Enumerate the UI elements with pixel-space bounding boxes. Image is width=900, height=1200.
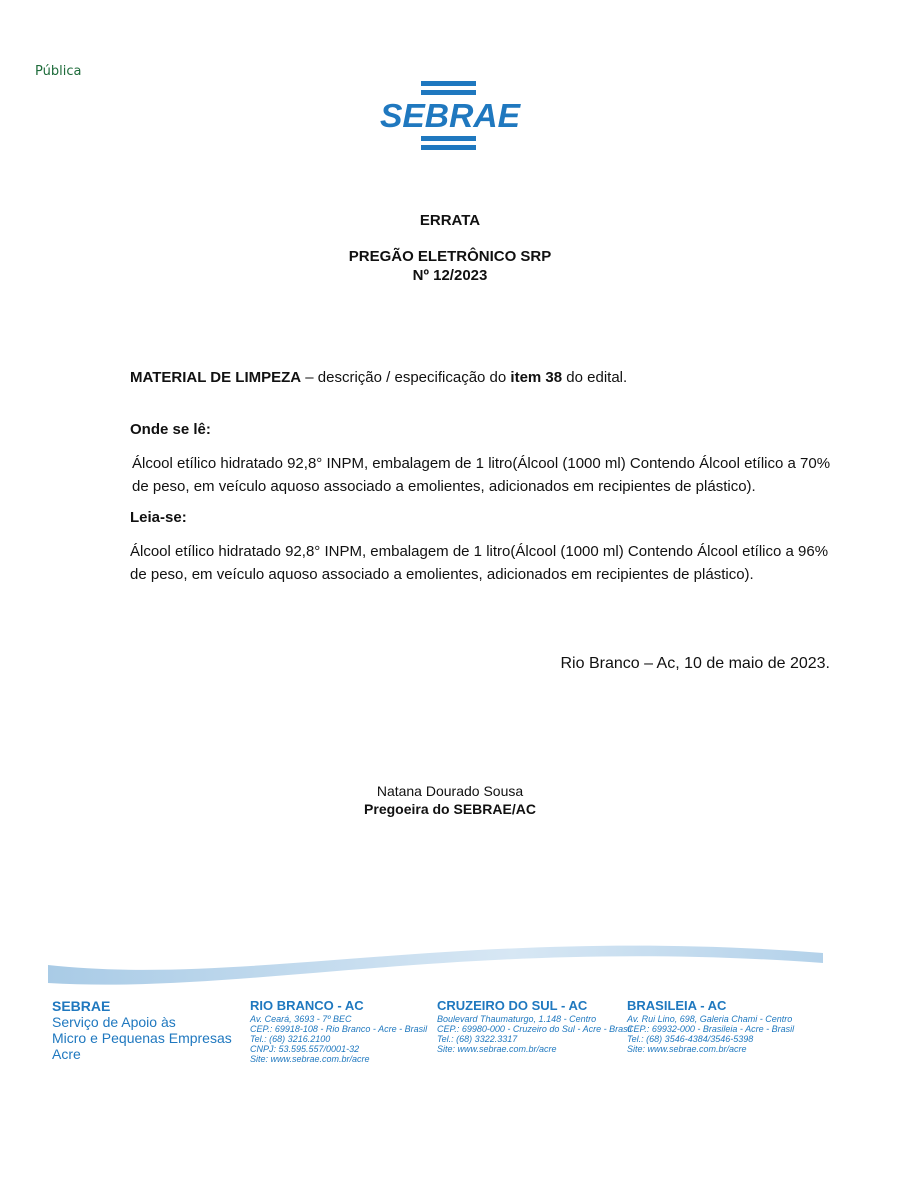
- section-text-original: Álcool etílico hidratado 92,8° INPM, embalagem de 1 litro(Álcool (1000 ml) Contendo Álcool etílico a 70% de peso, em veículo aquoso associado a emolientes, adicionados em recipientes de plástico).: [132, 455, 831, 495]
- office-line: Site: www.sebrae.com.br/acre: [627, 1044, 747, 1054]
- document-title: ERRATA: [419, 212, 481, 229]
- office-line: CEP.: 69932-000 - Brasileia - Acre - Brasil: [627, 1024, 795, 1034]
- section-heading-original: Onde se lê:: [130, 421, 211, 438]
- office-title: CRUZEIRO DO SUL - AC: [437, 998, 588, 1013]
- footer-org-name: SEBRAE: [52, 998, 111, 1014]
- office-title: BRASILEIA - AC: [627, 998, 727, 1013]
- office-line: Tel.: (68) 3546-4384/3546-5398: [627, 1034, 754, 1044]
- office-line: Boulevard Thaumaturgo, 1.148 - Centro: [437, 1014, 597, 1024]
- intro-item: item 38: [510, 369, 563, 386]
- classification-label: Pública: [35, 64, 82, 79]
- intro-bold-prefix: MATERIAL DE LIMPEZA: [130, 369, 302, 386]
- footer-office-brasileia: [627, 998, 794, 1054]
- footer-org-line: Serviço de Apoio às: [52, 1014, 176, 1030]
- sebrae-logo: [378, 80, 522, 152]
- footer-wave-decoration: [48, 925, 823, 985]
- section-text-corrected: Álcool etílico hidratado 92,8° INPM, embalagem de 1 litro(Álcool (1000 ml) Contendo Álcool etílico a 96% de peso, em veículo aquoso associado a emolientes, adicionados em recipientes de plástico).: [130, 543, 829, 583]
- office-line: Av. Ceará, 3693 - 7º BEC: [250, 1014, 352, 1024]
- office-line: CNPJ: 53.595.557/0001-32: [250, 1044, 360, 1054]
- office-line: Site: www.sebrae.com.br/acre: [250, 1054, 370, 1064]
- document-subtitle: PREGÃO ELETRÔNICO SRP: [348, 248, 552, 265]
- signature-name: Natana Dourado Sousa: [376, 783, 524, 799]
- office-line: CEP.: 69980-000 - Cruzeiro do Sul - Acre - Brasil: [437, 1024, 632, 1034]
- office-line: CEP.: 69918-108 - Rio Branco - Acre - Brasil: [250, 1024, 428, 1034]
- office-title: RIO BRANCO - AC: [250, 998, 364, 1013]
- section-heading-corrected: Leia-se:: [130, 509, 187, 526]
- office-line: Tel.: (68) 3216.2100: [250, 1034, 331, 1044]
- footer-office-rio-branco: [250, 998, 427, 1064]
- office-line: Av. Rui Lino, 698, Galeria Chami - Centro: [627, 1014, 793, 1024]
- intro-paragraph: [130, 366, 835, 389]
- office-line: Site: www.sebrae.com.br/acre: [437, 1044, 557, 1054]
- footer-org-line: Acre: [52, 1046, 81, 1062]
- footer-organization: [52, 998, 232, 1062]
- footer-office-cruzeiro-do-sul: [437, 998, 632, 1054]
- document-date: Rio Branco – Ac, 10 de maio de 2023.: [560, 655, 830, 672]
- document-number: Nº 12/2023: [412, 267, 488, 284]
- intro-middle: – descrição / especificação do: [301, 369, 511, 386]
- footer-org-line: Micro e Pequenas Empresas: [52, 1030, 232, 1046]
- office-line: Tel.: (68) 3322.3317: [437, 1034, 518, 1044]
- signature-role: Pregoeira do SEBRAE/AC: [364, 801, 536, 817]
- logo-text: SEBRAE: [380, 97, 522, 134]
- intro-suffix: do edital.: [562, 369, 628, 386]
